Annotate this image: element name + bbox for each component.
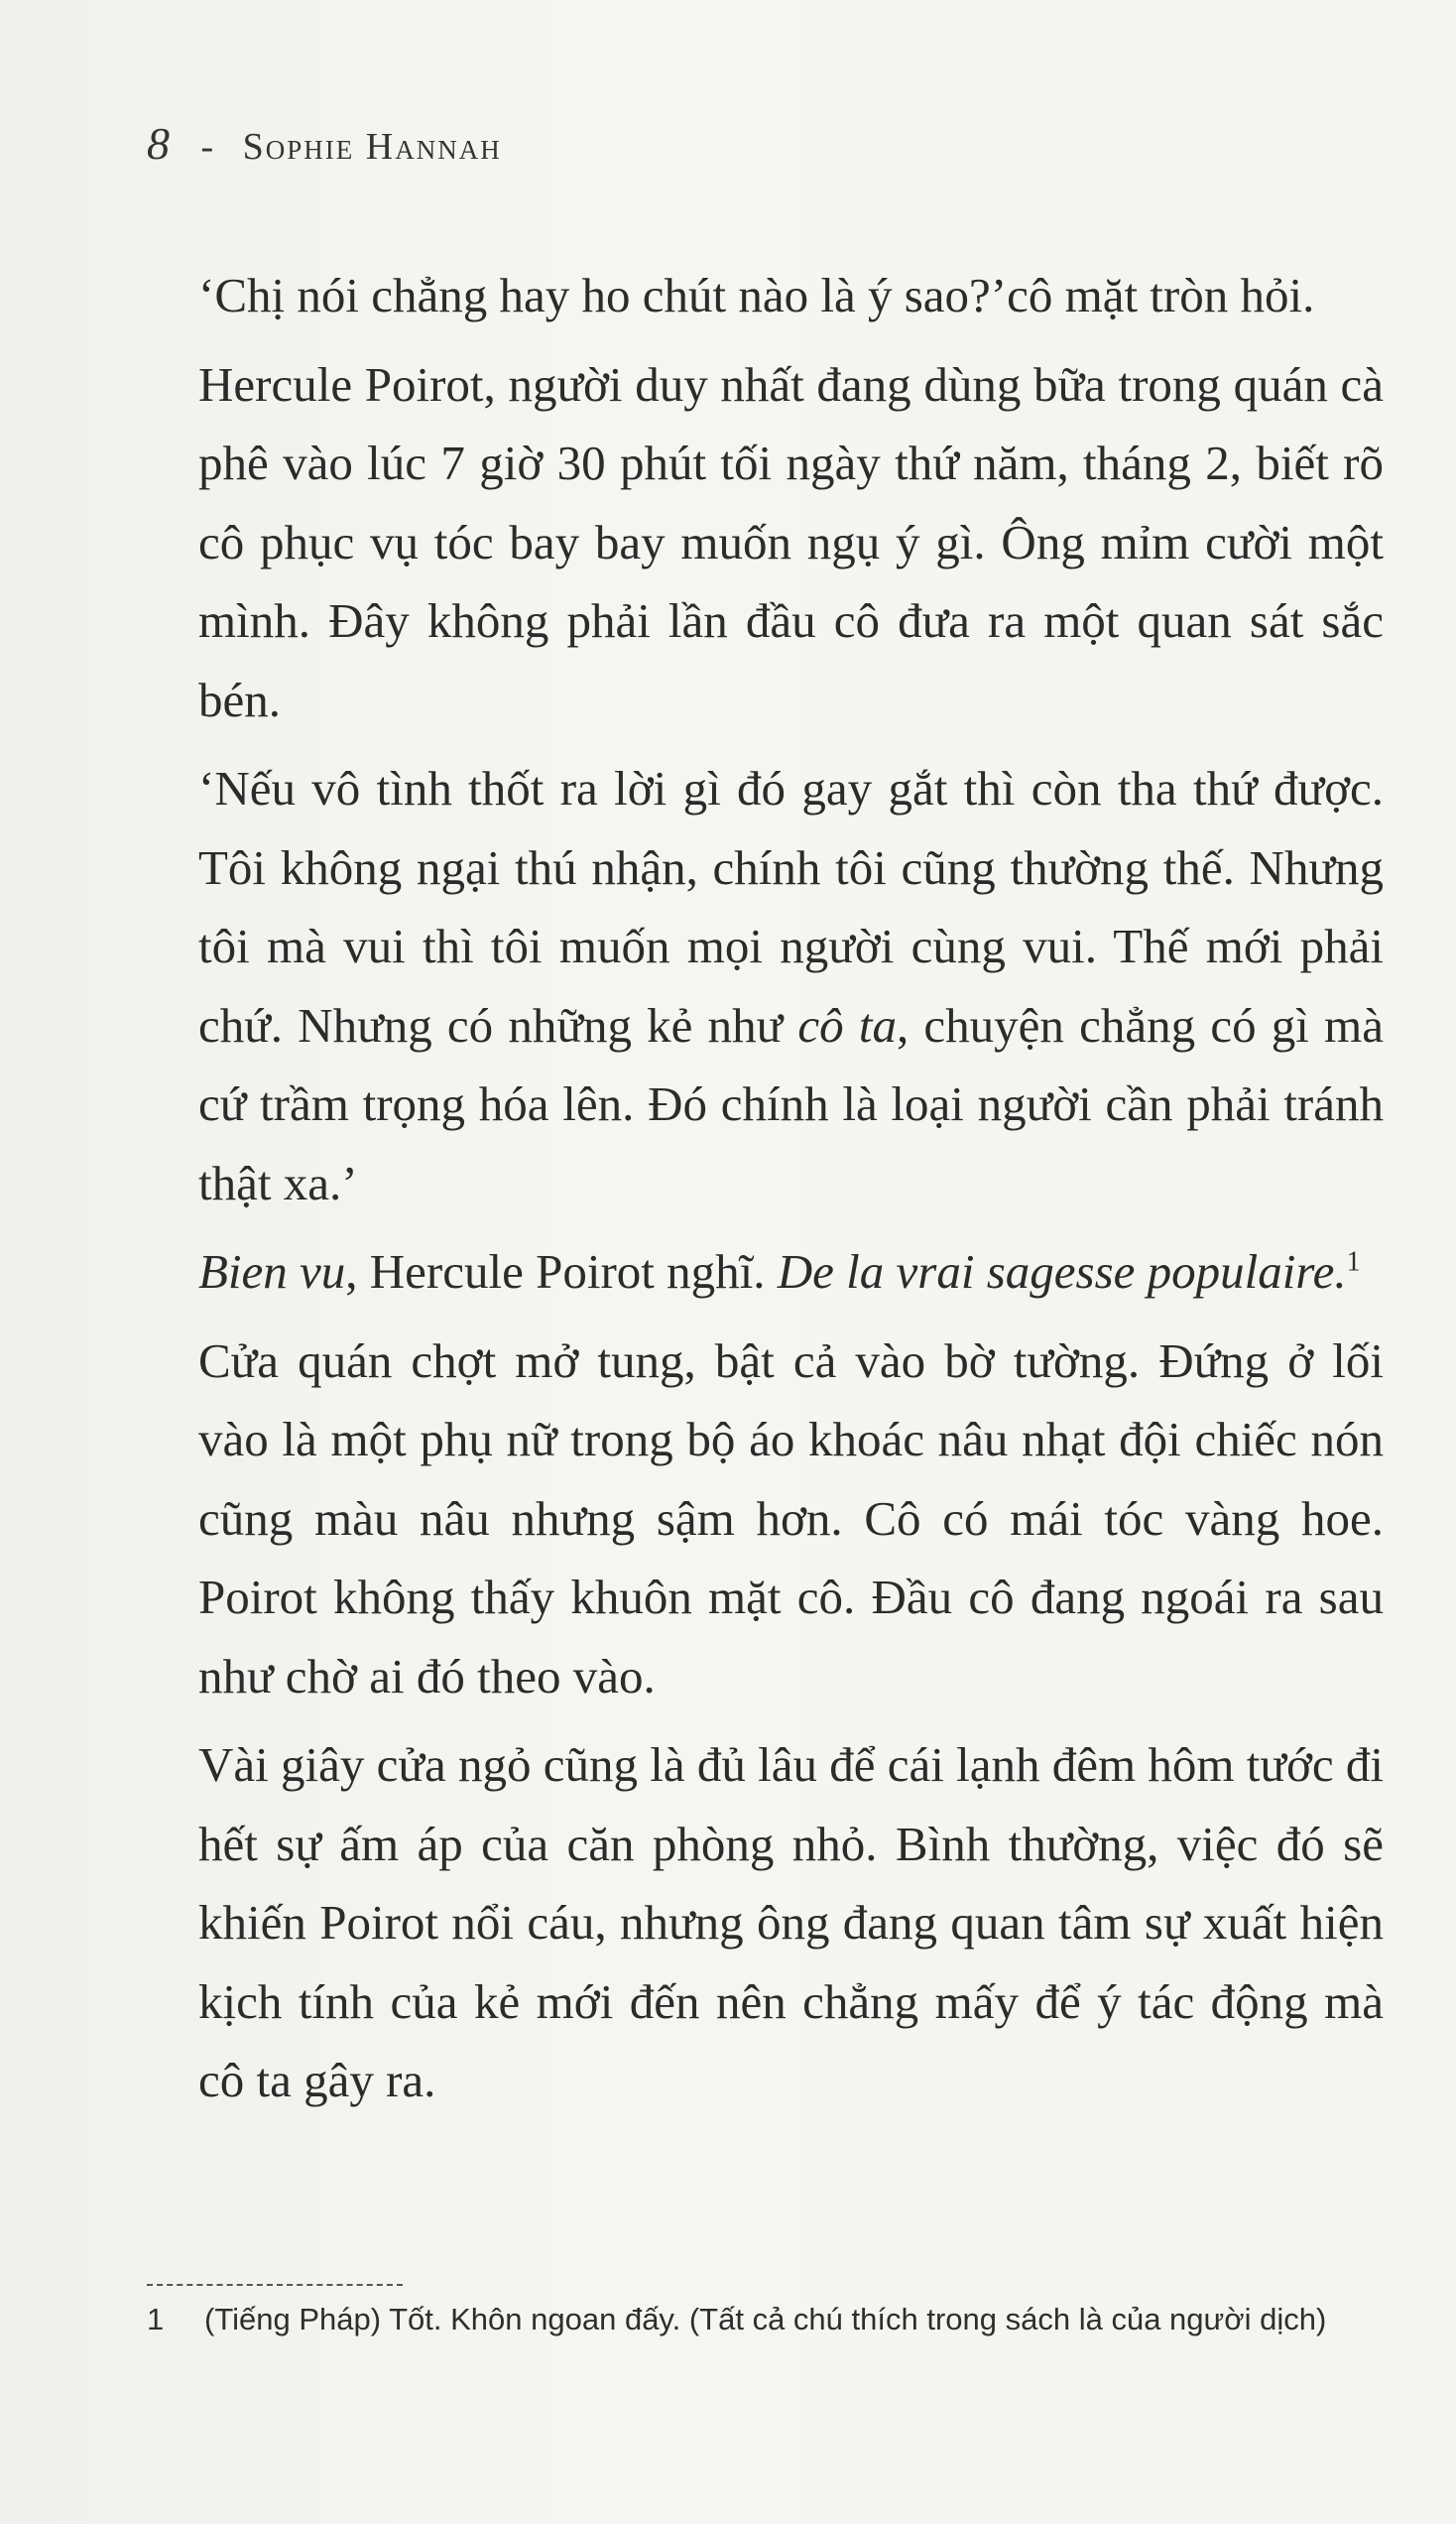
paragraph-3-part-b: , chuyện chẳng có gì mà cứ trầm trọng hóa lên. Đó chính là loại người cần phải tránh thật xa.’ xyxy=(198,997,1384,1210)
paragraph-4-plain: , Hercule Poirot nghĩ. xyxy=(345,1244,778,1299)
body-text xyxy=(198,256,1384,2130)
footnote-divider xyxy=(147,2284,403,2286)
footnote-text: (Tiếng Pháp) Tốt. Khôn ngoan đấy. (Tất cả chú thích trong sách là của người dịch) xyxy=(204,2302,1327,2336)
paragraph-4 xyxy=(198,1232,1384,1312)
paragraph-4-italic-a: Bien vu xyxy=(198,1244,346,1299)
paragraph-3-italic: cô ta xyxy=(797,997,897,1053)
paragraph-6: Vài giây cửa ngỏ cũng là đủ lâu để cái lạnh đêm hôm tước đi hết sự ấm áp của căn phòng nhỏ. Bình thường, việc đó sẽ khiến Poirot nổi cáu, nhưng ông đang quan tâm sự xuất hiện kịch tính của kẻ mới đến nên chẳng mấy để ý tác động mà cô ta gây ra. xyxy=(198,1737,1384,2107)
paragraph-5: Cửa quán chợt mở tung, bật cả vào bờ tường. Đứng ở lối vào là một phụ nữ trong bộ áo khoác nâu nhạt đội chiếc nón cũng màu nâu nhưng sậm hơn. Cô có mái tóc vàng hoe. Poirot không thấy khuôn mặt cô. Đầu cô đang ngoái ra sau như chờ ai đó theo vào. xyxy=(198,1332,1384,1704)
page-number: 8 xyxy=(147,118,171,169)
footnote-reference: 1 xyxy=(1346,1246,1361,1278)
paragraph-2: Hercule Poirot, người duy nhất đang dùng bữa trong quán cà phê vào lúc 7 giờ 30 phút tối ngày thứ năm, tháng 2, biết rõ cô phục vụ tóc bay bay muốn ngụ ý gì. Ông mỉm cười một mình. Đây không phải lần đầu cô đưa ra một quan sát sắc bén. xyxy=(198,356,1384,727)
running-head xyxy=(147,117,502,170)
paragraph-3 xyxy=(198,749,1384,1222)
paragraph-4-italic-b: De la vrai sagesse populaire. xyxy=(777,1244,1347,1299)
paragraph-3-part-a: ‘Nếu vô tình thốt ra lời gì đó gay gắt thì còn tha thứ được. Tôi không ngại thú nhận, chính tôi cũng thường thế. Nhưng tôi mà vui thì tôi muốn mọi người cùng vui. Thế mới phải chứ. Nhưng có những kẻ như xyxy=(198,761,1384,1053)
running-head-separator: - xyxy=(200,126,215,168)
footnote xyxy=(147,2302,1326,2337)
running-head-author: Sophie Hannah xyxy=(242,126,502,168)
footnote-number: 1 xyxy=(147,2302,165,2336)
paragraph-1: ‘Chị nói chẳng hay ho chút nào là ý sao?’cô mặt tròn hỏi. xyxy=(198,268,1315,322)
